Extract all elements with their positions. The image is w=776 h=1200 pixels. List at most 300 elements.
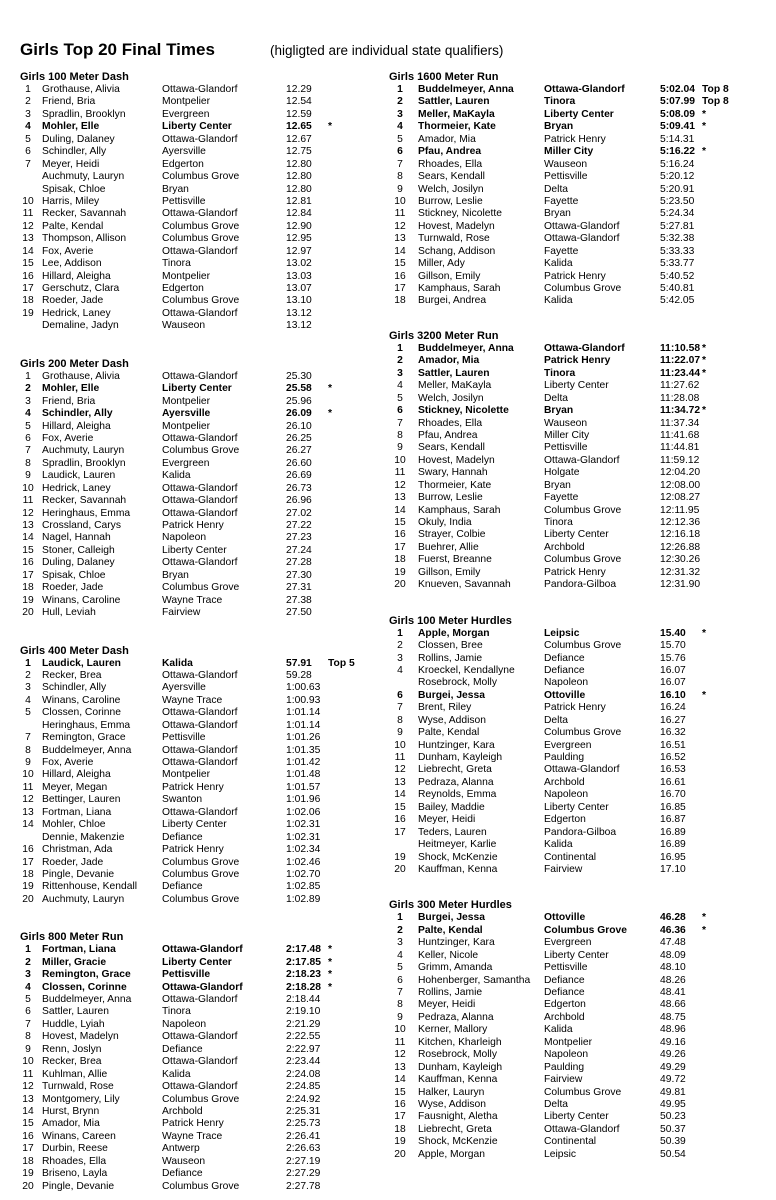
result-row [20, 258, 375, 270]
result-name: Liebrecht, Greta [418, 1123, 492, 1135]
result-row [20, 794, 375, 806]
result-row [20, 757, 375, 769]
result-place: 8 [25, 1031, 31, 1043]
result-name: Hohenberger, Samantha [418, 974, 531, 986]
result-school: Columbus Grove [544, 283, 622, 294]
result-name: Meyer, Heidi [418, 814, 476, 826]
result-school: Ottawa-Glandorf [544, 220, 620, 232]
result-school: Pettisville [544, 171, 588, 183]
result-name: Huddle, Lyiah [42, 1018, 105, 1030]
result-row [389, 1111, 769, 1123]
result-school: Ottawa-Glandorf [162, 432, 238, 444]
result-row [389, 492, 769, 504]
result-place: 18 [22, 582, 34, 594]
result-school: Kalida [544, 839, 573, 851]
result-place: 14 [22, 532, 34, 544]
result-row [389, 258, 769, 270]
result-time: 1:00.63 [286, 682, 321, 694]
result-time: 5:33.77 [660, 258, 695, 270]
result-time: 2:17.85 [286, 956, 321, 968]
result-school: Columbus Grove [162, 893, 240, 905]
result-time: 49.72 [660, 1074, 686, 1086]
result-row [389, 221, 769, 233]
result-school: Ottawa-Glandorf [162, 1081, 238, 1093]
result-row [20, 233, 375, 245]
result-row [20, 495, 375, 507]
result-row [20, 433, 375, 445]
result-name: Swary, Hannah [418, 467, 488, 479]
page-subtitle: (higligted are individual state qualifiers) [270, 43, 504, 58]
result-school: Fayette [544, 245, 579, 257]
result-name: Rittenhouse, Kendall [42, 881, 138, 893]
result-row [389, 1049, 769, 1061]
result-name: Kamphaus, Sarah [418, 504, 501, 516]
result-school: Paulding [544, 1061, 585, 1073]
result-school: Fairview [544, 1074, 583, 1086]
result-row [20, 196, 375, 208]
result-place: 13 [22, 520, 34, 531]
result-place: 18 [394, 554, 406, 566]
result-row [20, 869, 375, 881]
result-school: Patrick Henry [544, 702, 606, 714]
result-row [20, 1094, 375, 1106]
result-name: Burgei, Andrea [418, 295, 487, 307]
result-note: * [702, 108, 707, 120]
result-school: Napoleon [162, 1018, 207, 1030]
result-time: 12.80 [286, 171, 312, 183]
result-row [20, 881, 375, 893]
result-row [389, 665, 769, 677]
result-row [389, 802, 769, 814]
result-time: 5:16.24 [660, 158, 695, 170]
result-school: Wauseon [162, 320, 206, 332]
result-school: Edgerton [544, 999, 586, 1011]
result-name: Burrow, Leslie [418, 492, 483, 504]
result-school: Montpelier [162, 420, 211, 432]
result-time: 48.09 [660, 949, 686, 961]
result-place: 13 [394, 1061, 406, 1073]
result-time: 11:28.08 [660, 392, 700, 404]
result-name: Buddelmeyer, Anna [42, 994, 132, 1005]
result-school: Montpelier [162, 270, 211, 282]
result-place: 11 [394, 1036, 406, 1048]
result-time: 2:25.31 [286, 1105, 321, 1117]
result-time: 2:27.19 [286, 1155, 321, 1167]
result-row [389, 467, 769, 479]
result-name: Fuerst, Breanne [418, 554, 492, 566]
result-time: 50.23 [660, 1111, 686, 1123]
result-time: 1:02.85 [286, 881, 321, 893]
result-time: 26.96 [286, 495, 312, 507]
result-time: 1:02.89 [286, 893, 321, 905]
result-place: 7 [397, 417, 403, 429]
result-place: 7 [25, 158, 31, 170]
result-school: Evergreen [544, 739, 592, 751]
result-school: Liberty Center [162, 956, 232, 968]
result-place: 15 [394, 1086, 406, 1098]
result-row [20, 283, 375, 295]
result-time: 49.16 [660, 1036, 686, 1048]
result-school: Defiance [162, 1168, 203, 1180]
result-school: Bryan [544, 479, 571, 491]
result-place: 2 [25, 96, 31, 108]
result-time: 26.60 [286, 457, 312, 469]
result-row [389, 1012, 769, 1024]
result-time: 12.90 [286, 220, 312, 232]
result-name: Rosebrock, Molly [418, 677, 497, 689]
result-time: 16.70 [660, 789, 686, 801]
result-time: 46.28 [660, 912, 686, 924]
result-row [20, 508, 375, 520]
result-school: Ottawa-Glandorf [162, 1056, 238, 1068]
result-row [389, 505, 769, 517]
result-name: Palte, Kendal [418, 727, 480, 739]
result-place: 12 [22, 220, 34, 232]
result-place: 3 [397, 367, 403, 379]
result-place: 3 [25, 395, 31, 407]
result-name: Hedrick, Laney [42, 307, 111, 319]
result-school: Liberty Center [162, 121, 232, 133]
result-name: Hovest, Madelyn [418, 220, 495, 232]
result-place: 5 [25, 133, 31, 145]
result-row [389, 405, 769, 417]
result-place: 20 [394, 863, 406, 875]
result-school: Columbus Grove [544, 1086, 622, 1098]
result-row [389, 1087, 769, 1099]
result-school: Tinora [544, 96, 576, 108]
result-name: Renn, Joslyn [42, 1043, 102, 1055]
result-time: 13.12 [286, 320, 312, 332]
result-note: * [328, 408, 333, 420]
result-place: 10 [22, 1056, 34, 1068]
result-time: 11:34.72 [660, 405, 701, 417]
result-name: Crossland, Carys [42, 520, 121, 531]
result-row [20, 769, 375, 781]
result-time: 11:59.12 [660, 454, 700, 466]
result-row [389, 579, 769, 591]
result-name: Hull, Leviah [42, 607, 96, 619]
results-list [389, 84, 769, 308]
result-row [20, 1143, 375, 1155]
results-list [20, 371, 375, 620]
result-name: Dennie, Makenzie [42, 831, 125, 843]
result-name: Fox, Averie [42, 432, 94, 444]
result-school: Ottawa-Glandorf [544, 454, 620, 466]
result-school: Holgate [544, 467, 580, 479]
result-place: 2 [397, 924, 403, 936]
result-place: 8 [25, 744, 31, 756]
result-school: Wauseon [544, 158, 588, 170]
result-school: Ottawa-Glandorf [162, 806, 238, 818]
section-title: Girls 1600 Meter Run [389, 71, 499, 83]
result-name: Kroeckel, Kendallyne [418, 664, 515, 676]
result-name: Thompson, Allison [42, 233, 127, 245]
result-row [20, 969, 375, 981]
result-row [389, 134, 769, 146]
result-school: Ottawa-Glandorf [162, 981, 243, 993]
result-row [389, 418, 769, 430]
result-row [20, 383, 375, 395]
result-time: 16.24 [660, 702, 686, 714]
result-name: Spradlin, Brooklyn [42, 108, 126, 120]
result-place: 18 [22, 1155, 34, 1167]
result-time: 13.03 [286, 270, 312, 282]
result-place: 19 [22, 881, 34, 893]
result-time: 16.89 [660, 839, 686, 851]
result-school: Liberty Center [162, 544, 227, 556]
result-place: 15 [394, 517, 406, 528]
result-place: 4 [25, 694, 31, 706]
result-time: 50.54 [660, 1148, 686, 1160]
result-school: Wauseon [162, 1155, 206, 1167]
result-row [389, 233, 769, 245]
result-row [20, 1118, 375, 1130]
result-time: 12.84 [286, 208, 312, 220]
result-name: Remington, Grace [42, 732, 126, 744]
result-name: Kamphaus, Sarah [418, 283, 501, 294]
result-time: 2:21.29 [286, 1018, 321, 1030]
result-name: Sattler, Lauren [418, 367, 490, 379]
result-name: Pfau, Andrea [418, 146, 482, 158]
section-girls-200-meter-dash [20, 357, 375, 620]
result-row [389, 368, 769, 380]
result-name: Mohler, Elle [42, 121, 100, 133]
result-place: 16 [394, 529, 406, 541]
result-place: 16 [22, 844, 34, 856]
result-name: Sears, Kendall [418, 171, 485, 183]
result-name: Roeder, Jade [42, 582, 104, 594]
result-row [20, 246, 375, 258]
result-time: 46.36 [660, 924, 686, 936]
result-school: Archbold [544, 541, 585, 553]
section-title: Girls 100 Meter Hurdles [389, 614, 512, 627]
result-name: Stickney, Nicolette [418, 405, 509, 417]
result-place: 12 [22, 1081, 34, 1093]
result-name: Friend, Bria [42, 96, 96, 108]
result-school: Montpelier [162, 395, 211, 407]
result-name: Gerschutz, Clara [42, 283, 120, 294]
result-row [389, 777, 769, 789]
result-place: 9 [397, 727, 403, 739]
result-place: 12 [394, 479, 406, 491]
result-school: Defiance [544, 652, 585, 664]
result-name: Sears, Kendall [418, 442, 485, 454]
result-row [20, 208, 375, 220]
result-school: Ottoville [544, 912, 586, 924]
result-place: 19 [22, 594, 34, 606]
result-school: Ottawa-Glandorf [544, 233, 620, 245]
result-name: Spisak, Chloe [42, 183, 106, 195]
result-name: Rhoades, Ella [418, 417, 483, 429]
result-time: 11:27.62 [660, 380, 700, 392]
result-school: Tinora [162, 258, 191, 270]
result-note: * [702, 924, 707, 936]
result-name: Heringhaus, Emma [42, 719, 131, 731]
result-row [20, 782, 375, 794]
section-girls-1600-meter-run [389, 70, 769, 308]
result-row [389, 814, 769, 826]
result-name: Kerner, Mallory [418, 1024, 488, 1036]
result-time: 25.30 [286, 370, 312, 382]
result-name: Turnwald, Rose [42, 1081, 114, 1093]
result-time: 5:33.33 [660, 245, 695, 257]
result-time: 26.73 [286, 482, 312, 494]
result-row [20, 1044, 375, 1056]
result-row [20, 121, 375, 133]
result-name: Fox, Averie [42, 245, 94, 257]
result-place: 2 [25, 383, 31, 395]
result-name: Clossen, Corinne [42, 707, 121, 719]
result-school: Fairview [544, 863, 583, 875]
result-note: * [328, 944, 333, 956]
result-time: 12.80 [286, 183, 312, 195]
result-school: Ottawa-Glandorf [162, 84, 238, 95]
section-girls-300-meter-hurdles [389, 898, 769, 1161]
result-name: Briseno, Layla [42, 1168, 108, 1180]
result-row [20, 844, 375, 856]
result-row [20, 607, 375, 619]
result-school: Patrick Henry [544, 566, 606, 578]
result-place: 6 [397, 405, 403, 417]
result-name: Meller, MaKayla [418, 108, 495, 120]
result-name: Rollins, Jamie [418, 652, 483, 664]
result-name: Lee, Addison [42, 258, 102, 270]
result-place: 5 [25, 994, 31, 1005]
result-time: 50.39 [660, 1136, 686, 1148]
result-row [389, 925, 769, 937]
result-place: 14 [22, 245, 34, 257]
result-school: Liberty Center [544, 1111, 609, 1123]
result-place: 5 [25, 420, 31, 432]
result-row [20, 1181, 375, 1193]
result-school: Patrick Henry [162, 844, 224, 856]
result-note: Top 5 [328, 657, 355, 669]
result-place: 11 [394, 752, 406, 763]
result-place: 15 [394, 801, 406, 813]
result-school: Bryan [544, 405, 574, 417]
result-school: Wayne Trace [162, 1130, 223, 1142]
result-place: 6 [397, 146, 403, 158]
result-row [389, 246, 769, 258]
result-row [389, 480, 769, 492]
result-school: Liberty Center [544, 949, 609, 961]
result-time: 15.70 [660, 640, 686, 652]
result-school: Columbus Grove [162, 856, 240, 868]
result-row [389, 380, 769, 392]
result-row [20, 1069, 375, 1081]
result-time: 12:11.95 [660, 504, 700, 516]
result-school: Napoleon [544, 1049, 589, 1061]
result-row [389, 196, 769, 208]
result-row [20, 894, 375, 906]
result-school: Defiance [544, 974, 585, 986]
result-school: Ottoville [544, 689, 586, 701]
result-time: 48.41 [660, 987, 686, 998]
result-name: Dunham, Kayleigh [418, 1061, 503, 1073]
result-place: 14 [394, 245, 406, 257]
result-school: Columbus Grove [162, 233, 240, 245]
result-row [20, 308, 375, 320]
result-place: 7 [25, 732, 31, 744]
result-place: 20 [22, 607, 34, 619]
result-name: Stoner, Calleigh [42, 544, 115, 556]
result-place: 3 [25, 108, 31, 120]
result-school: Montpelier [162, 96, 211, 108]
result-place: 9 [397, 442, 403, 454]
result-school: Archbold [544, 776, 585, 788]
result-row [389, 430, 769, 442]
result-name: Reynolds, Emma [418, 789, 497, 801]
result-note: * [702, 627, 707, 639]
result-name: Rosebrock, Molly [418, 1049, 497, 1061]
result-time: 1:01.26 [286, 732, 321, 744]
result-school: Kalida [544, 295, 573, 307]
result-row [389, 852, 769, 864]
result-time: 12:30.26 [660, 554, 701, 566]
result-place: 3 [397, 108, 403, 120]
result-row [389, 864, 769, 876]
result-time: 48.66 [660, 999, 686, 1011]
result-name: Amador, Mia [418, 355, 480, 367]
result-place: 17 [394, 541, 406, 553]
result-school: Archbold [544, 1011, 585, 1023]
result-name: Burgei, Jessa [418, 912, 485, 924]
result-row [20, 582, 375, 594]
result-row [389, 355, 769, 367]
result-note: * [328, 969, 333, 981]
result-place: 1 [25, 84, 31, 95]
result-time: 5:24.34 [660, 208, 695, 220]
result-note: * [702, 367, 707, 379]
result-place: 18 [394, 295, 406, 307]
result-row [389, 1136, 769, 1148]
result-school: Liberty Center [162, 383, 232, 395]
result-time: 1:01.96 [286, 794, 321, 806]
result-school: Patrick Henry [544, 355, 611, 367]
result-time: 12:12.36 [660, 517, 701, 528]
result-row [20, 84, 375, 96]
result-row [20, 595, 375, 607]
result-row [389, 1099, 769, 1111]
result-time: 49.95 [660, 1098, 686, 1110]
result-place: 16 [394, 270, 406, 282]
result-row [389, 962, 769, 974]
result-row [20, 545, 375, 557]
result-school: Pettisville [544, 442, 588, 454]
result-place: 7 [397, 987, 403, 998]
result-row [389, 690, 769, 702]
result-row [20, 483, 375, 495]
result-place: 13 [22, 1093, 34, 1105]
result-place: 20 [22, 1180, 34, 1192]
result-school: Columbus Grove [162, 171, 240, 183]
result-name: Auchmuty, Lauryn [42, 171, 125, 183]
result-time: 12:31.90 [660, 579, 701, 591]
result-place: 5 [397, 133, 403, 145]
result-place: 5 [397, 392, 403, 404]
result-school: Bryan [544, 208, 571, 220]
result-school: Kalida [544, 1024, 573, 1036]
result-school: Ottawa-Glandorf [162, 994, 238, 1005]
result-row [20, 994, 375, 1006]
result-row [389, 1062, 769, 1074]
result-row [20, 1031, 375, 1043]
result-time: 13.02 [286, 258, 312, 270]
result-school: Bryan [162, 183, 189, 195]
result-note: * [702, 355, 707, 367]
result-place: 12 [22, 507, 34, 519]
result-place: 10 [22, 769, 34, 781]
